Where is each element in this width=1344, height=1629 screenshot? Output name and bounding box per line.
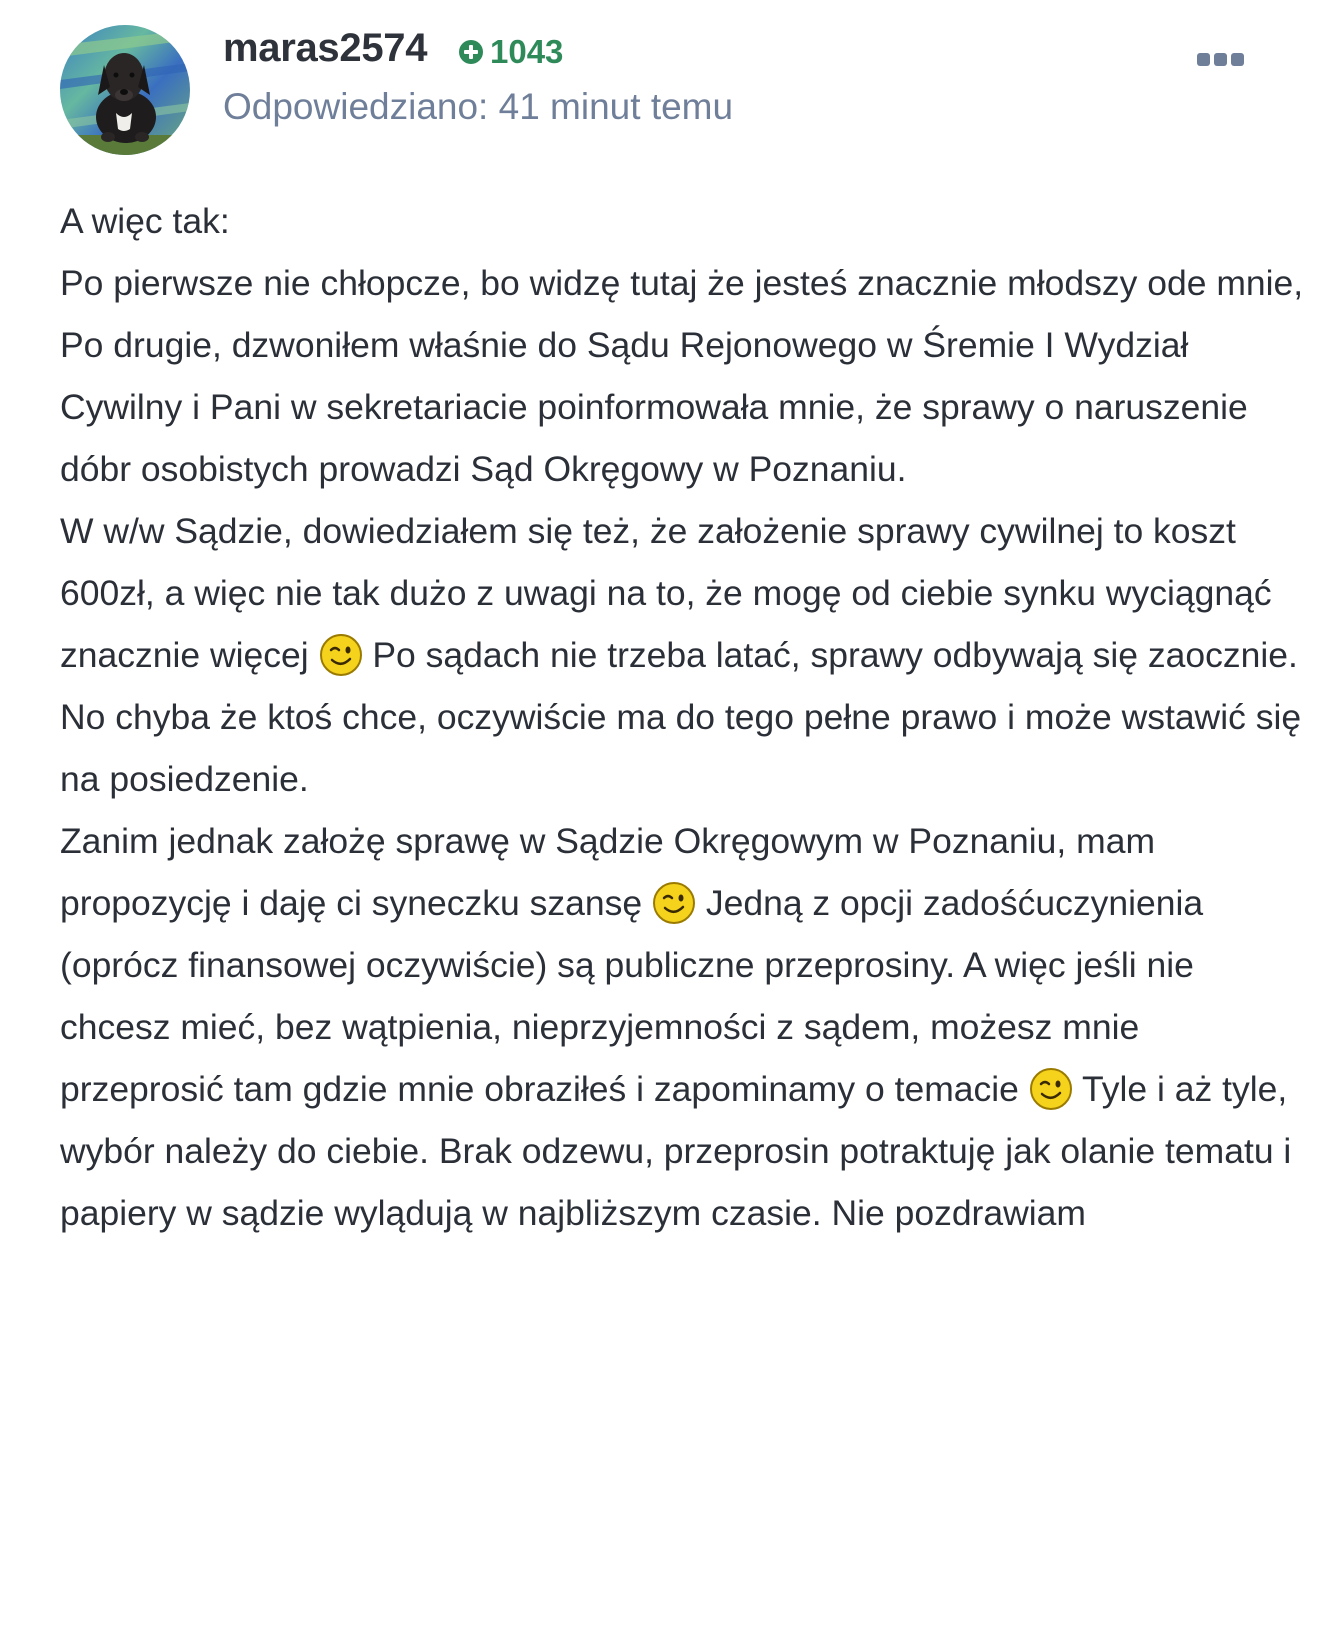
paragraph: Po pierwsze nie chłopcze, bo widzę tutaj że jesteś znacznie młodszy ode mnie, (60, 263, 1304, 303)
answer-body (60, 190, 1305, 1244)
avatar[interactable] (60, 25, 190, 155)
paragraph: A więc tak: (60, 201, 230, 241)
paragraph (60, 810, 1305, 1244)
avatar-dog-photo (60, 25, 190, 155)
more-options-icon-dot (1214, 53, 1227, 66)
author-name[interactable]: maras2574 (223, 26, 428, 70)
points-value: 1043 (490, 33, 564, 70)
plus-circle-icon (458, 39, 484, 65)
wink-emoji (652, 881, 696, 925)
wink-emoji (319, 633, 363, 677)
paragraph: Po drugie, dzwoniłem właśnie do Sądu Rejonowego w Śremie I Wydział Cywilny i Pani w sekretariacie poinformowała mnie, że sprawy o naruszenie dóbr osobistych prowadzi Sąd Okręgowy w Poznaniu. (60, 325, 1248, 489)
answer-timestamp: Odpowiedziano: 41 minut temu (223, 86, 734, 127)
paragraph-text: W w/w Sądzie, dowiedziałem się też, że założenie sprawy cywilnej to koszt 600zł, a więc nie tak dużo z uwagi na to, że mogę od ciebie synku wyciągnąć znacznie więcej (60, 511, 1272, 675)
paragraph-text: Jedną z opcji zadośćuczynienia (oprócz finansowej oczywiście) są publiczne przeprosiny. A więc jeśli nie chcesz mieć, bez wątpienia, nieprzyjemności z sądem, możesz mnie przeprosić tam gdzie mnie obraziłeś i zapominamy o temacie (60, 883, 1204, 1109)
author-points (458, 33, 563, 71)
paragraph (60, 500, 1305, 810)
paragraph-text: Po sądach nie trzeba latać, sprawy odbywają się zaocznie. No chyba że ktoś chce, oczywiście ma do tego pełne prawo i może wstawić się na posiedzenie. (60, 635, 1302, 799)
more-options-icon (1197, 53, 1210, 66)
paragraph-text: Zanim jednak założę sprawę w Sądzie Okręgowym w Poznaniu, mam propozycję i daję ci syneczku szansę (60, 821, 1156, 923)
paragraph-text: Tyle i aż tyle, wybór należy do ciebie. Brak odzewu, przeprosin potraktuję jak olanie tematu i papiery w sądzie wylądują w najbliższym czasie. Nie pozdrawiam (60, 1069, 1292, 1233)
more-options-button[interactable] (1190, 44, 1250, 74)
more-options-icon-dot (1231, 53, 1244, 66)
wink-emoji (1029, 1067, 1073, 1111)
